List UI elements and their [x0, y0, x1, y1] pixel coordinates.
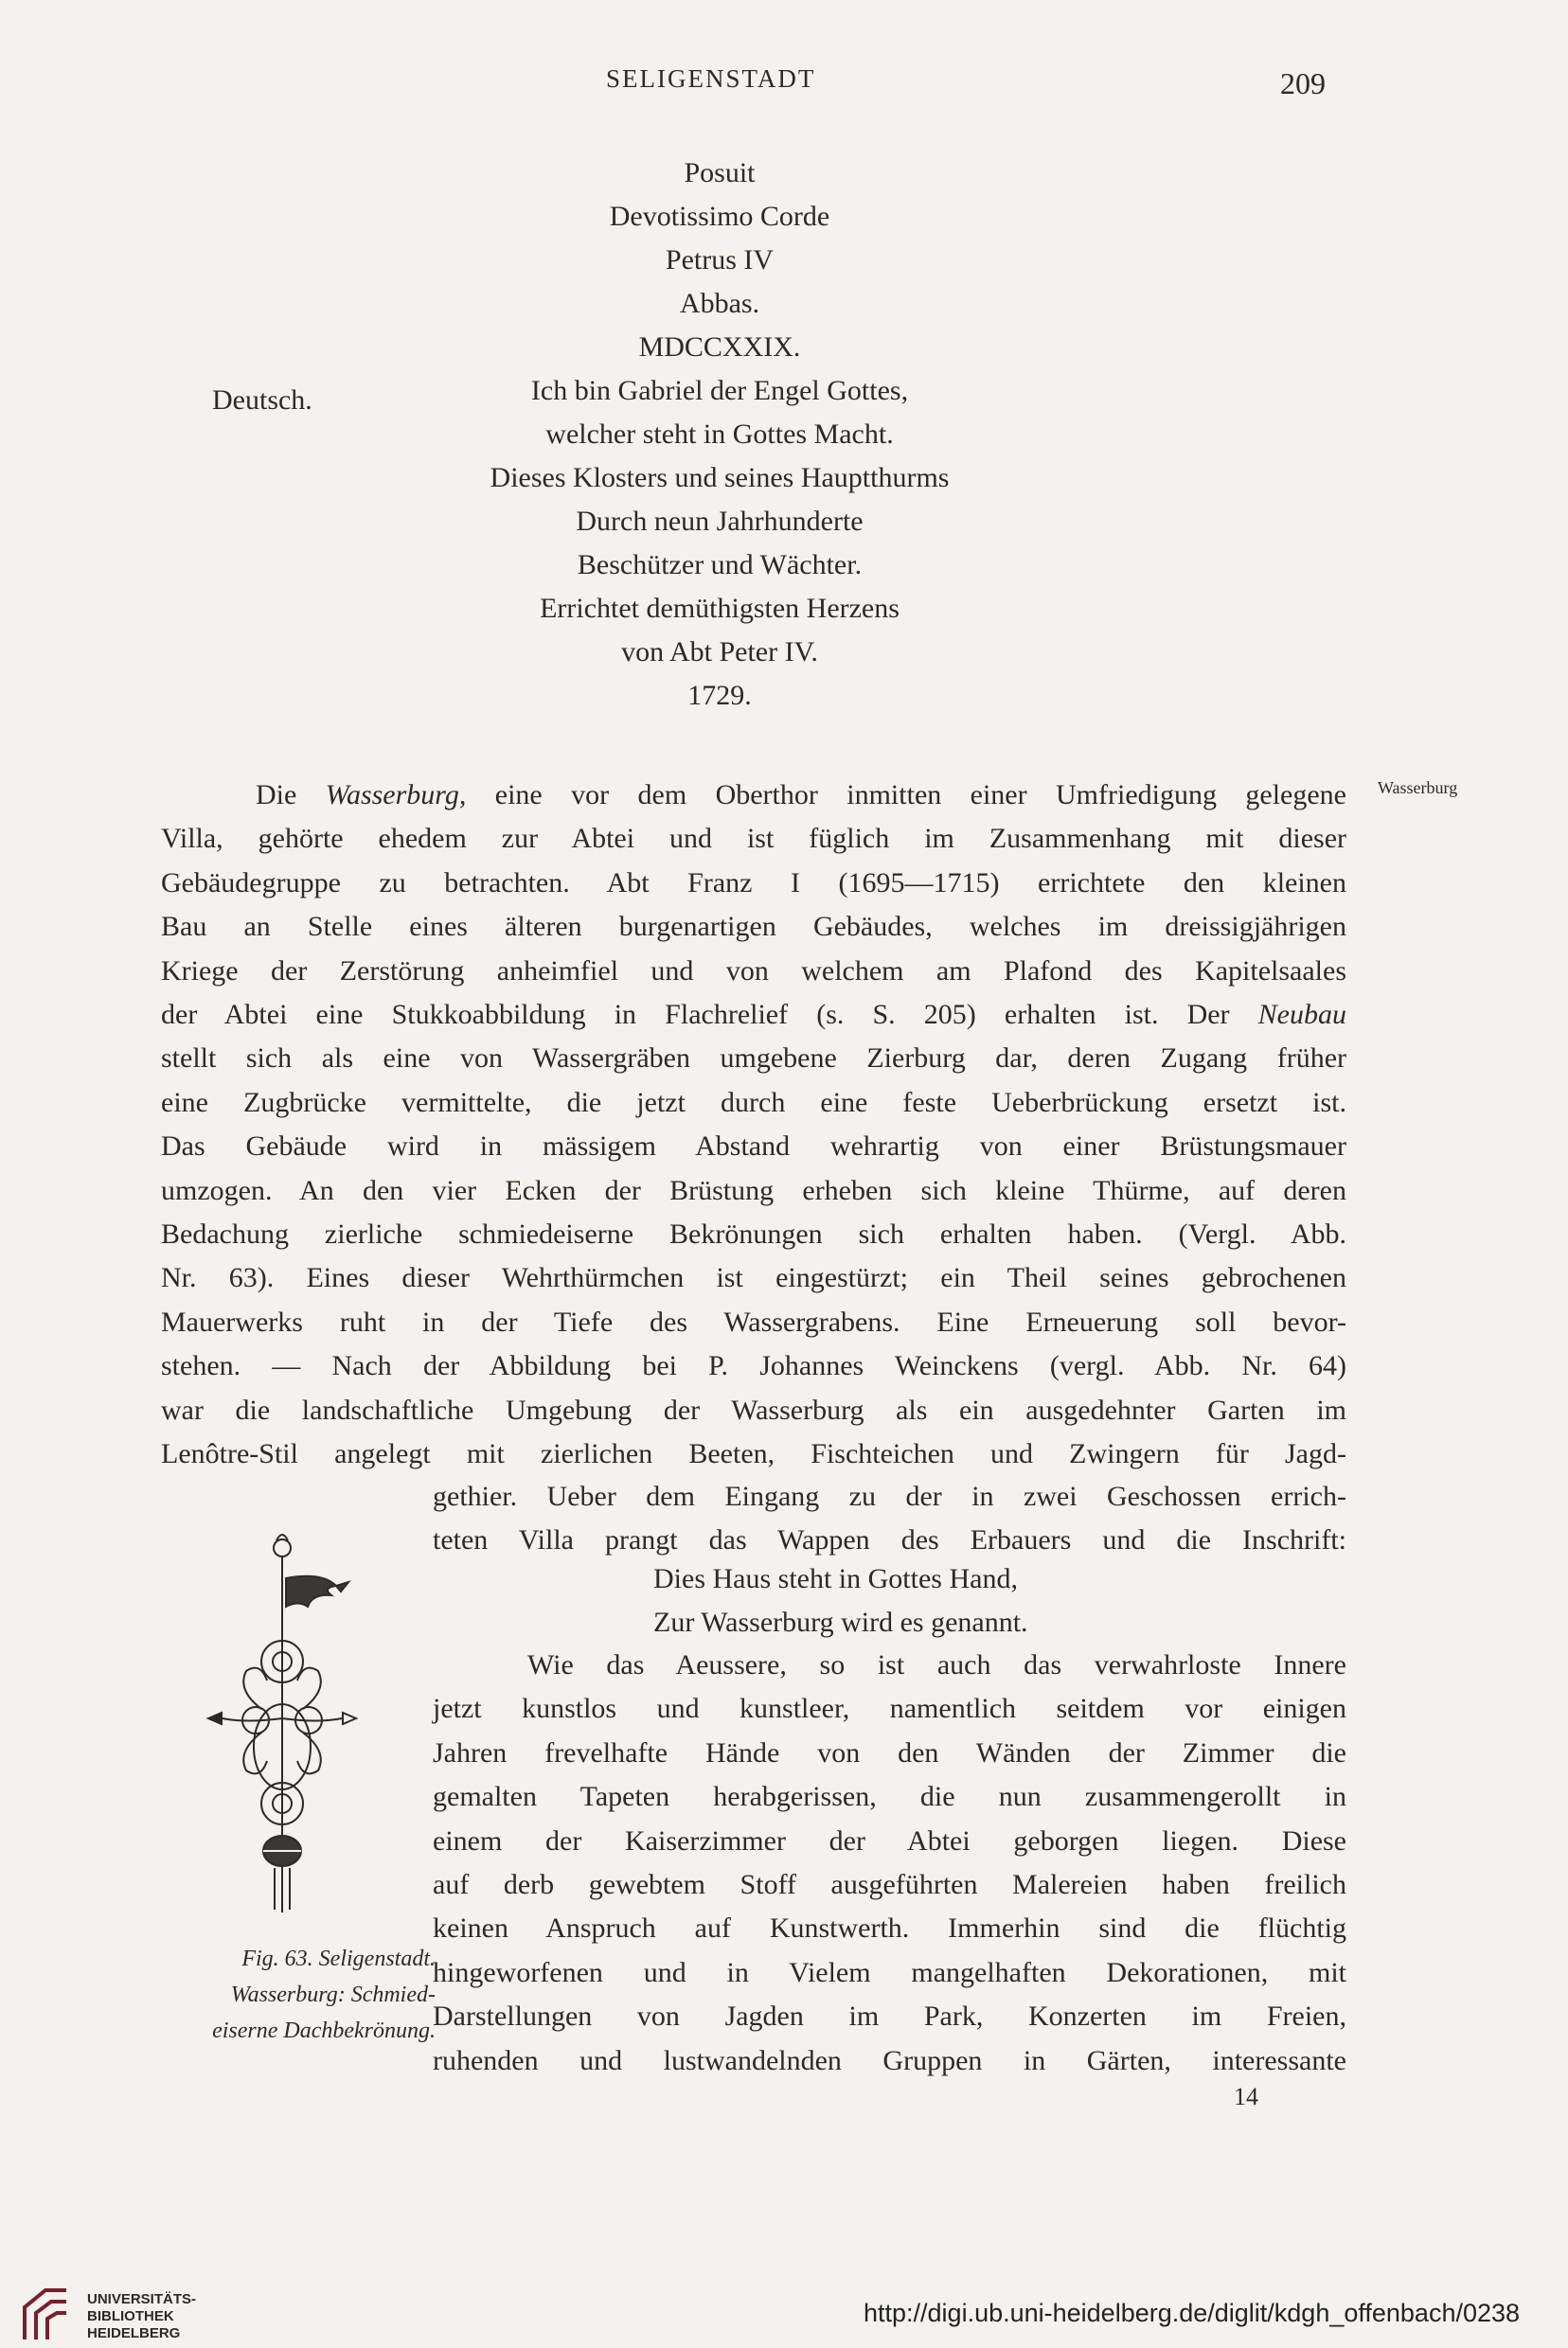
inscription-german-line: von Abt Peter IV. [621, 636, 818, 667]
text-line: Gebäudegruppe zu betrachten. Abt Franz I (1695—1715) errichtete den kleinen [161, 866, 1346, 898]
library-name: UNIVERSITÄTS- BIBLIOTHEK HEIDELBERG [87, 2291, 197, 2341]
inscription-german-line: Beschützer und Wächter. [577, 549, 863, 580]
inscription-block [379, 151, 1060, 718]
text-line: stellt sich als eine von Wassergräben umgebene Zierburg dar, deren Zugang früher [161, 1042, 1346, 1075]
text-line: Mauerwerks ruht in der Tiefe des Wassergrabens. Eine Erneuerung soll bevor- [161, 1306, 1346, 1338]
text-line: umzogen. An den vier Ecken der Brüstung erheben sich kleine Thürme, auf deren [161, 1174, 1346, 1206]
inscription-latin-line: MDCCXXIX. [638, 331, 801, 363]
deutsch-label: Deutsch. [212, 384, 312, 416]
text-line: stehen. — Nach der Abbildung bei P. Johannes Weinckens (vergl. Abb. Nr. 64) [161, 1350, 1346, 1382]
text-line: Darstellungen von Jagden im Park, Konzerten im Freien, [433, 2001, 1346, 2033]
inscription-latin-line: Posuit [684, 157, 756, 188]
page-number: 209 [1280, 66, 1326, 100]
text-line: war die landschaftliche Umgebung der Wasserburg als ein ausgedehnter Garten im [161, 1394, 1346, 1426]
inscription-german-line: welcher steht in Gottes Macht. [545, 418, 894, 450]
text-line: der Abtei eine Stukkoabbildung in Flachrelief (s. S. 205) erhalten ist. Der Neubau [161, 999, 1346, 1031]
paragraph-interior [433, 1644, 1346, 2083]
text-line: ruhenden und lustwandelnden Gruppen in Gärten, interessante [433, 2044, 1346, 2076]
text-line: Nr. 63). Eines dieser Wehrthürmchen ist eingestürzt; ein Theil seines gebrochenen [161, 1262, 1346, 1294]
text-line: Wie das Aeussere, so ist auch das verwahrloste Innere [527, 1649, 1346, 1681]
library-logo-icon [17, 2285, 76, 2343]
poem-line: Dies Haus steht in Gottes Hand, [653, 1563, 1018, 1594]
poem-line: Zur Wasserburg wird es genannt. [653, 1607, 1028, 1638]
source-url-link[interactable]: http://digi.ub.uni-heidelberg.de/diglit/kdgh_offenbach/0238 [864, 2299, 1521, 2327]
text-line: hingeworfenen und in Vielem mangelhaften Dekorationen, mit [433, 1956, 1346, 1988]
text-line: Die Wasserburg, eine vor dem Oberthor inmitten einer Umfriedigung gelegene [256, 779, 1346, 810]
caption-line: Fig. 63. Seligenstadt. [241, 1947, 436, 1971]
text-line: Lenôtre-Stil angelegt mit zierlichen Beeten, Fischteichen und Zwingern für Jagd- [161, 1438, 1346, 1470]
text-line: jetzt kunstlos und kunstleer, namentlich seitdem vor einigen [433, 1693, 1346, 1725]
ironwork-crown-illustration [180, 1520, 388, 1927]
text-line: Bau an Stelle eines älteren burgenartigen Gebäudes, welches im dreissigjährigen [161, 911, 1346, 943]
text-line: Bedachung zierliche schmiedeiserne Bekrönungen sich erhalten haben. (Vergl. Abb. [161, 1218, 1346, 1251]
text-line: eine Zugbrücke vermittelte, die jetzt durch eine feste Ueberbrückung ersetzt ist. [161, 1086, 1346, 1118]
paragraph-wasserburg [161, 774, 1346, 1477]
text-line: keinen Anspruch auf Kunstwerth. Immerhin sind die flüchtig [433, 1912, 1346, 1945]
inscription-latin-line: Petrus IV [665, 244, 775, 276]
inscription-german-line: Durch neun Jahrhunderte [576, 506, 864, 537]
text-line: Villa, gehörte ehedem zur Abtei und ist füglich im Zusammenhang mit dieser [161, 823, 1346, 855]
house-inscription [653, 1557, 1028, 1645]
inscription-german-line: Ich bin Gabriel der Engel Gottes, [530, 375, 909, 406]
text-line: gethier. Ueber dem Eingang zu der in zwei Geschossen errich- [433, 1481, 1346, 1512]
inscription-latin-line: Abbas. [679, 288, 760, 319]
text-line: Das Gebäude wird in mässigem Abstand wehrartig von einer Brüstungsmauer [161, 1130, 1346, 1163]
inscription-german-line: 1729. [687, 680, 752, 711]
paragraph-inscription-intro [433, 1475, 1346, 1563]
text-line: teten Villa prangt das Wappen des Erbauers und die Inschrift: [433, 1524, 1346, 1556]
text-line: auf derb gewebtem Stoff ausgeführten Malereien haben freilich [433, 1869, 1346, 1901]
inscription-latin-line: Devotissimo Corde [609, 201, 830, 232]
margin-note: Wasserburg [1378, 778, 1458, 797]
caption-line: Wasserburg: Schmied- [230, 1983, 436, 2007]
text-line: Kriege der Zerstörung anheimfiel und von welchem am Plafond des Kapitelsaales [161, 954, 1346, 987]
text-line: Jahren frevelhafte Hände von den Wänden der Zimmer die [433, 1736, 1346, 1769]
text-line: einem der Kaiserzimmer der Abtei geborgen liegen. Diese [433, 1824, 1346, 1857]
page-signature: 14 [1234, 2083, 1258, 2110]
text-line: gemalten Tapeten herabgerissen, die nun zusammengerollt in [433, 1781, 1346, 1813]
inscription-german-line: Errichtet demüthigsten Herzens [540, 593, 900, 624]
caption-line: eiserne Dachbekrönung. [212, 2019, 436, 2043]
figure-caption [151, 1941, 436, 2049]
running-header: SELIGENSTADT [606, 64, 816, 93]
inscription-german-line: Dieses Klosters und seines Hauptthurms [490, 462, 950, 493]
